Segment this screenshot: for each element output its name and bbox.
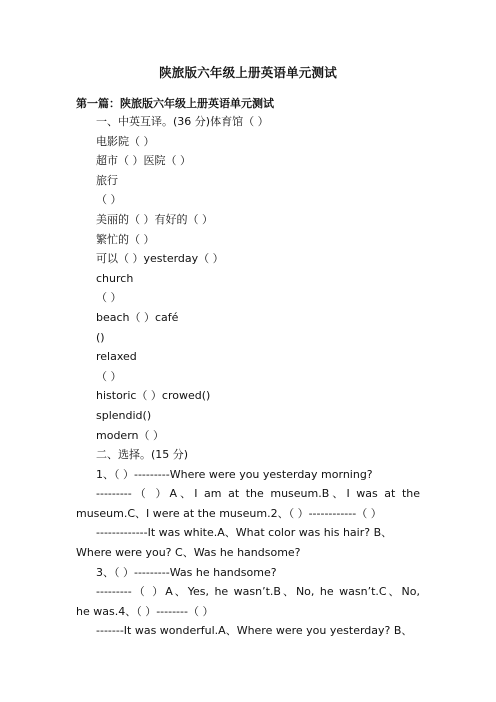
body-line: （ ） <box>96 291 122 305</box>
body-line: 3、（ ）---------Was he handsome? <box>96 565 277 579</box>
body-line: modern（ ） <box>96 428 164 442</box>
body-line: （ ） <box>96 193 122 207</box>
body-line: 可以（ ）yesterday（ ） <box>96 252 224 266</box>
body-line: 美丽的（ ）有好的（ ） <box>96 212 213 226</box>
body-line: () <box>96 330 105 344</box>
body-line: ---------（ ）A、Yes, he wasn’t.B、No, he wasn’t.C、No, <box>96 585 420 599</box>
body-line: -------------It was white.A、What color was his hair? B、 <box>96 526 393 540</box>
body-line: 1、（ ）---------Where were you yesterday morning? <box>96 467 373 481</box>
body-line: 超市（ ）医院（ ） <box>96 154 191 168</box>
body-line: -------It was wonderful.A、Where were you yesterday? B、 <box>96 624 413 638</box>
body-line: splendid() <box>96 408 152 422</box>
body-line: 繁忙的（ ） <box>96 232 155 246</box>
body-line: ---------（ ）A、I am at the museum.B、I was at the <box>96 487 420 501</box>
document-body <box>0 112 496 641</box>
body-line: 电影院（ ） <box>96 134 155 148</box>
body-line: 旅行 <box>96 173 118 187</box>
body-line: historic（ ）crowed() <box>96 389 211 403</box>
body-line: he was.4、（ ）--------（ ） <box>76 604 214 618</box>
body-line: relaxed <box>96 350 137 364</box>
body-line: Where were you? C、Was he handsome? <box>76 546 301 560</box>
body-line: 二、选择。(15 分) <box>96 448 189 462</box>
document-title: 陕旅版六年级上册英语单元测试 <box>159 65 337 80</box>
section-heading: 第一篇：陕旅版六年级上册英语单元测试 <box>76 97 274 110</box>
body-line: museum.C、I were at the museum.2、（ ）------------（ ） <box>76 506 382 520</box>
body-line: （ ） <box>96 369 122 383</box>
body-line: church <box>96 271 134 285</box>
body-line: 一、中英互译。(36 分)体育馆（ ） <box>96 115 269 128</box>
body-line: beach（ ）café <box>96 310 179 324</box>
